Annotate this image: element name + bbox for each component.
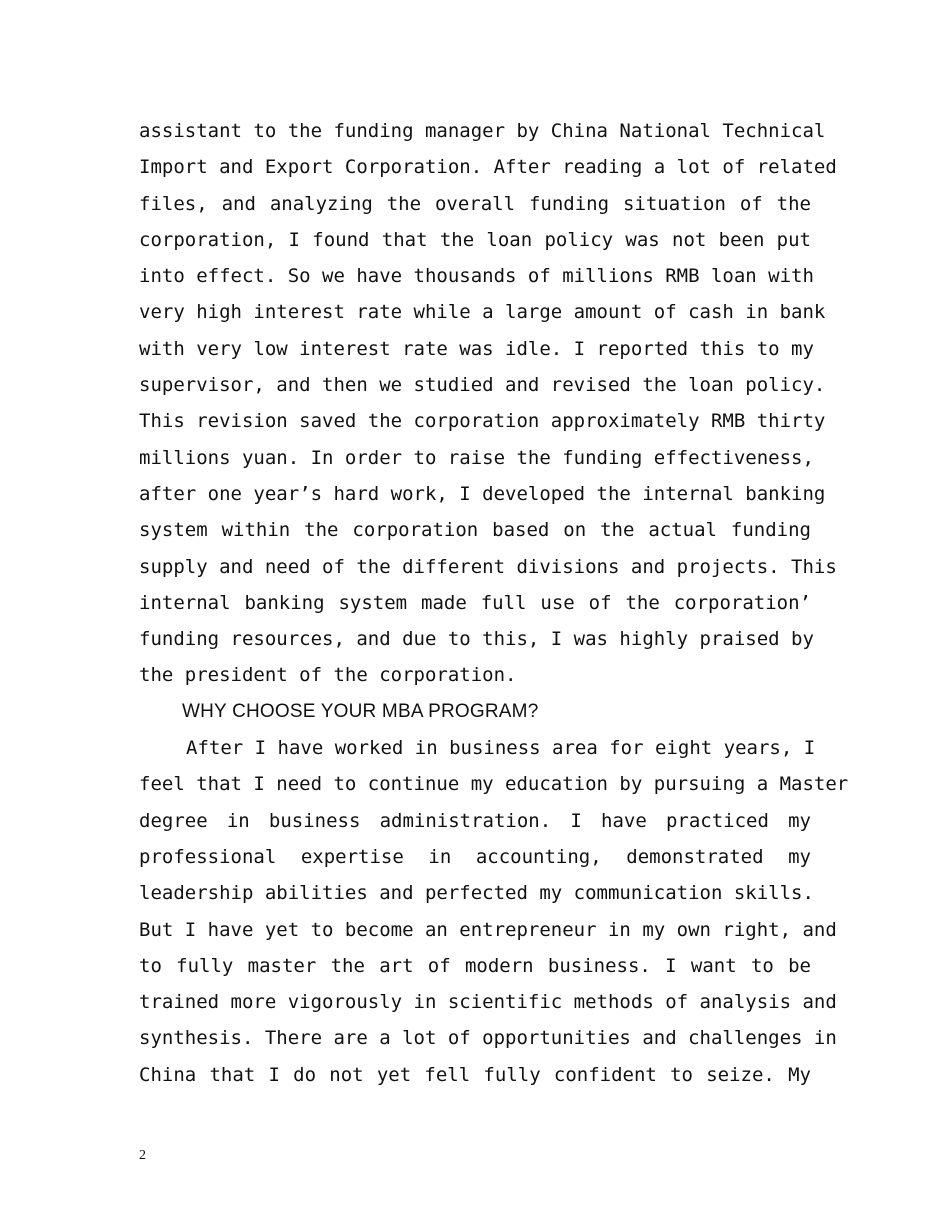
text-line: Import and Export Corporation. After reading a lot of related xyxy=(139,156,837,179)
text-line: the president of the corporation. xyxy=(139,664,517,687)
text-line: feel that I need to continue my education by pursuing a Master xyxy=(139,773,849,796)
text-line: synthesis. There are a lot of opportunities and challenges in xyxy=(139,1027,837,1050)
text-line: after one year’s hard work, I developed the internal banking xyxy=(139,482,826,505)
section-heading: WHY CHOOSE YOUR MBA PROGRAM? xyxy=(182,700,539,722)
text-line: files, and analyzing the overall funding situation of the xyxy=(139,192,811,215)
text-line: millions yuan. In order to raise the funding effectiveness, xyxy=(139,446,814,469)
text-line: leadership abilities and perfected my communication skills. xyxy=(139,882,814,905)
text-line: supply and need of the different divisions and projects. This xyxy=(139,555,837,578)
text-line: assistant to the funding manager by China National Technical xyxy=(139,120,826,142)
text-line: This revision saved the corporation approximately RMB thirty xyxy=(139,410,826,433)
text-line: degree in business administration. I have practiced my xyxy=(139,809,811,832)
text-line: But I have yet to become an entrepreneur in my own right, and xyxy=(139,918,837,941)
text-line: with very low interest rate was idle. I reported this to my xyxy=(139,337,814,360)
text-line: supervisor, and then we studied and revised the loan policy. xyxy=(139,374,826,397)
text-line: professional expertise in accounting, demonstrated my xyxy=(139,845,811,868)
text-line: funding resources, and due to this, I was highly praised by xyxy=(139,628,814,651)
text-line: to fully master the art of modern business. I want to be xyxy=(139,954,811,977)
text-line: system within the corporation based on the actual funding xyxy=(139,519,811,542)
text-line: trained more vigorously in scientific methods of analysis and xyxy=(139,991,837,1014)
text-line: very high interest rate while a large amount of cash in bank xyxy=(139,301,826,324)
page-number: 2 xyxy=(139,1148,146,1163)
text-line: China that I do not yet fell fully confident to seize. My xyxy=(139,1063,811,1086)
body-text xyxy=(139,113,849,1093)
text-line: After I have worked in business area for eight years, I xyxy=(186,737,816,760)
text-line: corporation, I found that the loan policy was not been put xyxy=(139,228,811,251)
text-line: into effect. So we have thousands of millions RMB loan with xyxy=(139,265,814,288)
text-line: internal banking system made full use of the corporation’ xyxy=(139,591,811,614)
